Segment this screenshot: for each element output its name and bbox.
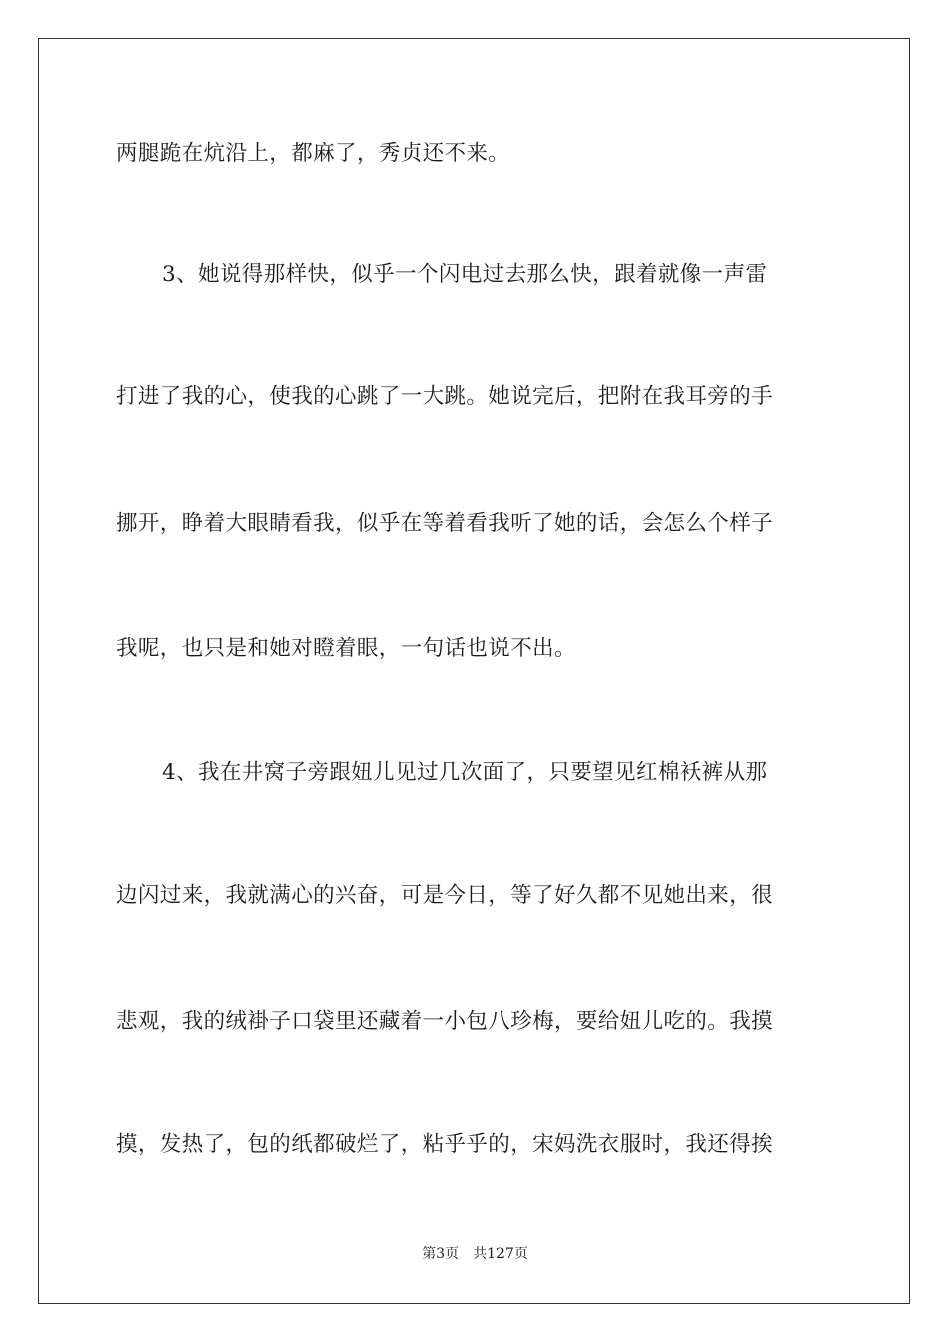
text-line: 两腿跪在炕沿上，都麻了，秀贞还不来。	[116, 141, 511, 166]
text-line: 悲观，我的绒褂子口袋里还藏着一小包八珍梅，要给妞儿吃的。我摸	[116, 1009, 774, 1034]
page-border	[38, 38, 910, 1304]
text-line: 摸，发热了，包的纸都破烂了，粘乎乎的，宋妈洗衣服时，我还得挨	[116, 1132, 774, 1157]
page-footer	[0, 1244, 950, 1264]
text-line: 4、我在井窝子旁跟妞儿见过几次面了，只要望见红棉袄裤从那	[162, 760, 768, 785]
text-line: 挪开，睁着大眼睛看我，似乎在等着看我听了她的话，会怎么个样子	[116, 511, 774, 536]
page-total: 共127页	[473, 1246, 528, 1262]
text-line: 边闪过来，我就满心的兴奋，可是今日，等了好久都不见她出来，很	[116, 883, 774, 908]
text-line: 打进了我的心，使我的心跳了一大跳。她说完后，把附在我耳旁的手	[116, 384, 774, 409]
text-line: 3、她说得那样快，似乎一个闪电过去那么快，跟着就像一声雷	[162, 262, 768, 287]
page-number: 第3页	[422, 1246, 460, 1262]
text-line: 我呢，也只是和她对瞪着眼，一句话也说不出。	[116, 636, 576, 661]
